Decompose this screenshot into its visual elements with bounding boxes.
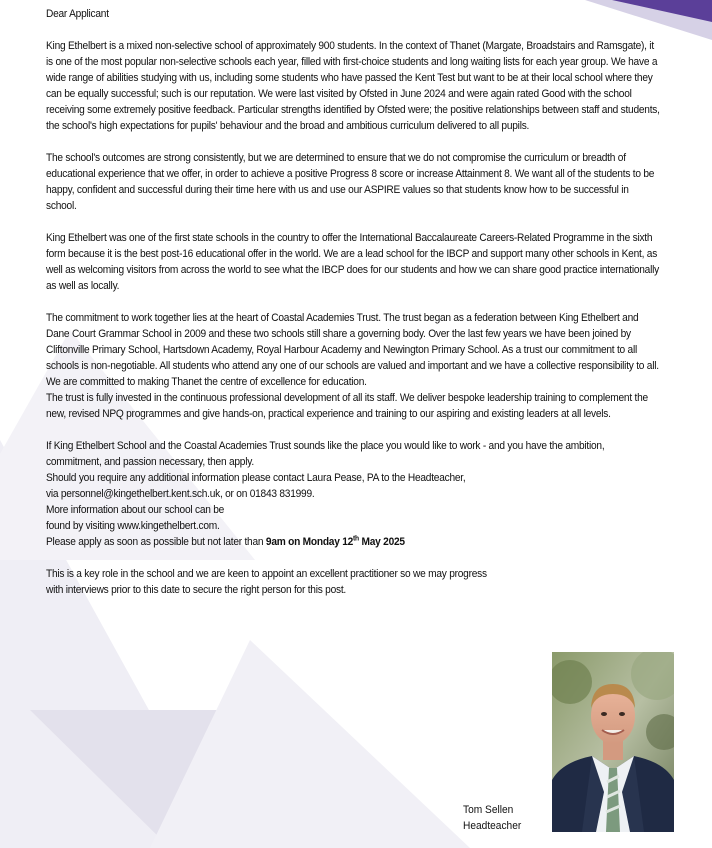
- paragraph-outcomes: The school's outcomes are strong consistently, but we are determined to ensure that we do not compromise the curriculum or breadth of educational experience that we offer, in order to achieve a positive Progress 8 score or increase Attainment 8. We want all of the students to be happy, confident and successful during their time here with us and use our ASPIRE values so that students know how to be successful in school.: [46, 152, 655, 212]
- salutation: Dear Applicant: [46, 8, 109, 20]
- deadline-date: [266, 536, 405, 548]
- apply-website-line: found by visiting www.kingethelbert.com.: [46, 520, 220, 532]
- closing-line-2: with interviews prior to this date to secure the right person for this post.: [46, 584, 347, 596]
- apply-more-info-line: More information about our school can be: [46, 504, 225, 516]
- paragraph-trust: The commitment to work together lies at the heart of Coastal Academies Trust. The trust began as a federation between King Ethelbert and Dane Court Grammar School in 2009 and these two schools still share a governing body. Over the last few years we have been joined by Cliftonville Primary School, Hartsdown Academy, Royal Harbour Academy and Newington Primary School. As a trust our commitment to all schools is non-negotiable. All students who attend any one of our schools are valued and important and we have a collective responsibility to all. We are committed to making Thanet the centre of excellence for education.: [46, 312, 659, 388]
- headteacher-photo: [552, 652, 674, 832]
- paragraph-apply: [46, 438, 660, 550]
- paragraph-cpd: The trust is fully invested in the continuous professional development of all its staff. We deliver bespoke leadership training to complement the new, revised NPQ programmes and give hands-on, practical experience and training to our aspiring and existing leaders at all levels.: [46, 392, 648, 420]
- apply-line-1: If King Ethelbert School and the Coastal Academies Trust sounds like the place you would like to work - and you have the ambition, commitment, and passion necessary, then apply.: [46, 440, 605, 468]
- deadline-date-suffix: th: [353, 535, 359, 543]
- deadline-date-month: May 2025: [358, 536, 405, 548]
- letter-body: [46, 6, 660, 614]
- apply-contact-line: via personnel@kingethelbert.kent.sch.uk, or on 01843 831999.: [46, 488, 315, 500]
- apply-deadline-line: [46, 534, 660, 550]
- signature-title: Headteacher: [463, 820, 522, 832]
- apply-line-2: Should you require any additional information please contact Laura Pease, PA to the Headteacher,: [46, 472, 466, 484]
- signature-block: [463, 802, 521, 834]
- paragraph-intro: King Ethelbert is a mixed non-selective school of approximately 900 students. In the context of Thanet (Margate, Broadstairs and Ramsgate), it is one of the most popular non-selective schools each year, filled with first-choice students and long waiting lists for each year group. We have a wide range of abilities studying with us, including some students who have passed the Kent Test but want to be at their local school where they can be equally successful; such is our reputation. We were last visited by Ofsted in June 2024 and were again rated Good with the school receiving some extremely positive feedback. Particular strengths identified by Ofsted were; the positive relationships between staff and students, the school's high expectations for pupils' behaviour and the broad and ambitious curriculum delivered to all pupils.: [46, 40, 660, 132]
- paragraph-closing: [46, 566, 497, 598]
- deadline-prefix: Please apply as soon as possible but not later than: [46, 536, 266, 548]
- closing-line-1: This is a key role in the school and we are keen to appoint an excellent practitioner so we may progress: [46, 568, 487, 580]
- deadline-date-day: 9am on Monday 12: [265, 536, 354, 548]
- signature-name: Tom Sellen: [463, 804, 514, 816]
- paragraph-ibcp: King Ethelbert was one of the first state schools in the country to offer the International Baccalaureate Careers-Related Programme in the sixth form because it is the best post-16 educational offer in the world. We are a lead school for the IBCP and support many other schools in Kent, as well as welcoming visitors from across the world to see what the IBCP does for our students and how we can share good practice internationally as well as locally.: [46, 232, 659, 292]
